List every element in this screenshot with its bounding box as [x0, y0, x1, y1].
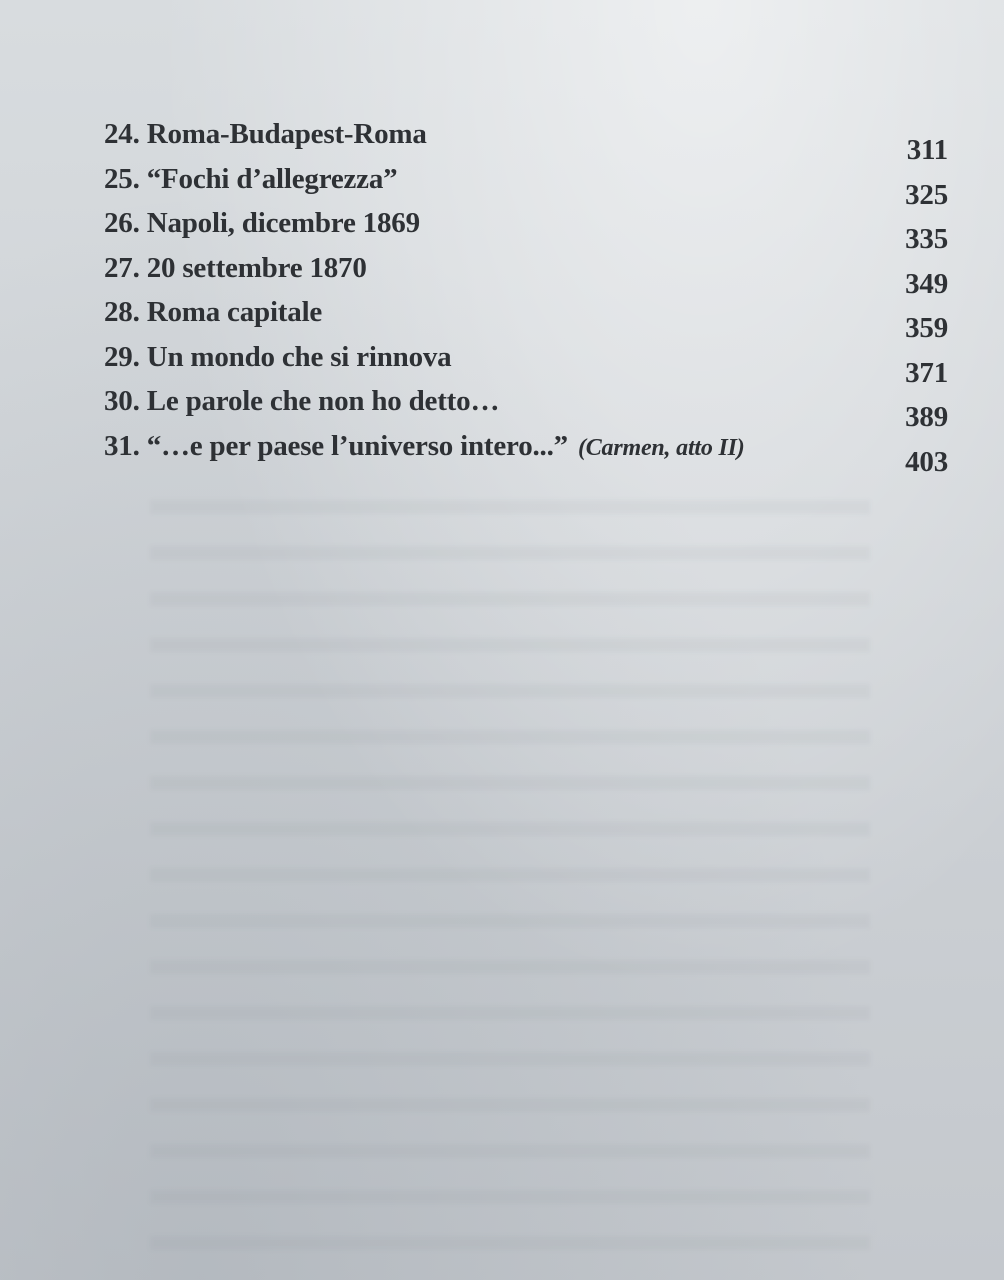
toc-entry-page: 311	[906, 134, 948, 166]
toc-entry-page: 335	[905, 223, 948, 255]
toc-entry	[104, 251, 948, 300]
toc-entry	[104, 429, 948, 478]
toc-entry-page: 403	[905, 445, 948, 478]
toc-entry	[104, 162, 948, 211]
toc-entry-title: 29. Un mondo che si rinnova	[104, 340, 452, 373]
toc-entry-page: 325	[905, 178, 948, 211]
toc-entry-page: 349	[905, 267, 948, 300]
toc-entry	[104, 340, 948, 389]
toc-entry-note: (Carmen, atto II)	[577, 434, 745, 461]
toc-entry	[104, 296, 948, 344]
table-of-contents	[104, 118, 948, 478]
toc-entry-title: 25. “Fochi d’allegrezza”	[104, 162, 398, 195]
toc-entry	[104, 207, 948, 255]
show-through-text	[150, 500, 870, 1260]
toc-entry-page: 389	[905, 401, 948, 433]
toc-entry-title: 27. 20 settembre 1870	[104, 251, 367, 284]
toc-entry-title: 24. Roma-Budapest-Roma	[104, 118, 427, 150]
toc-entry-page: 371	[905, 356, 948, 389]
toc-entry-title: 26. Napoli, dicembre 1869	[104, 207, 420, 239]
toc-entry-page: 359	[905, 312, 948, 344]
toc-entry-title: 30. Le parole che non ho detto…	[104, 385, 500, 417]
toc-entry-title: 28. Roma capitale	[104, 296, 323, 328]
toc-entry-title: 31. “…e per paese l’universo intero...” (Carmen, atto II)	[104, 429, 745, 462]
toc-entry	[104, 385, 948, 433]
toc-entry	[104, 118, 948, 166]
